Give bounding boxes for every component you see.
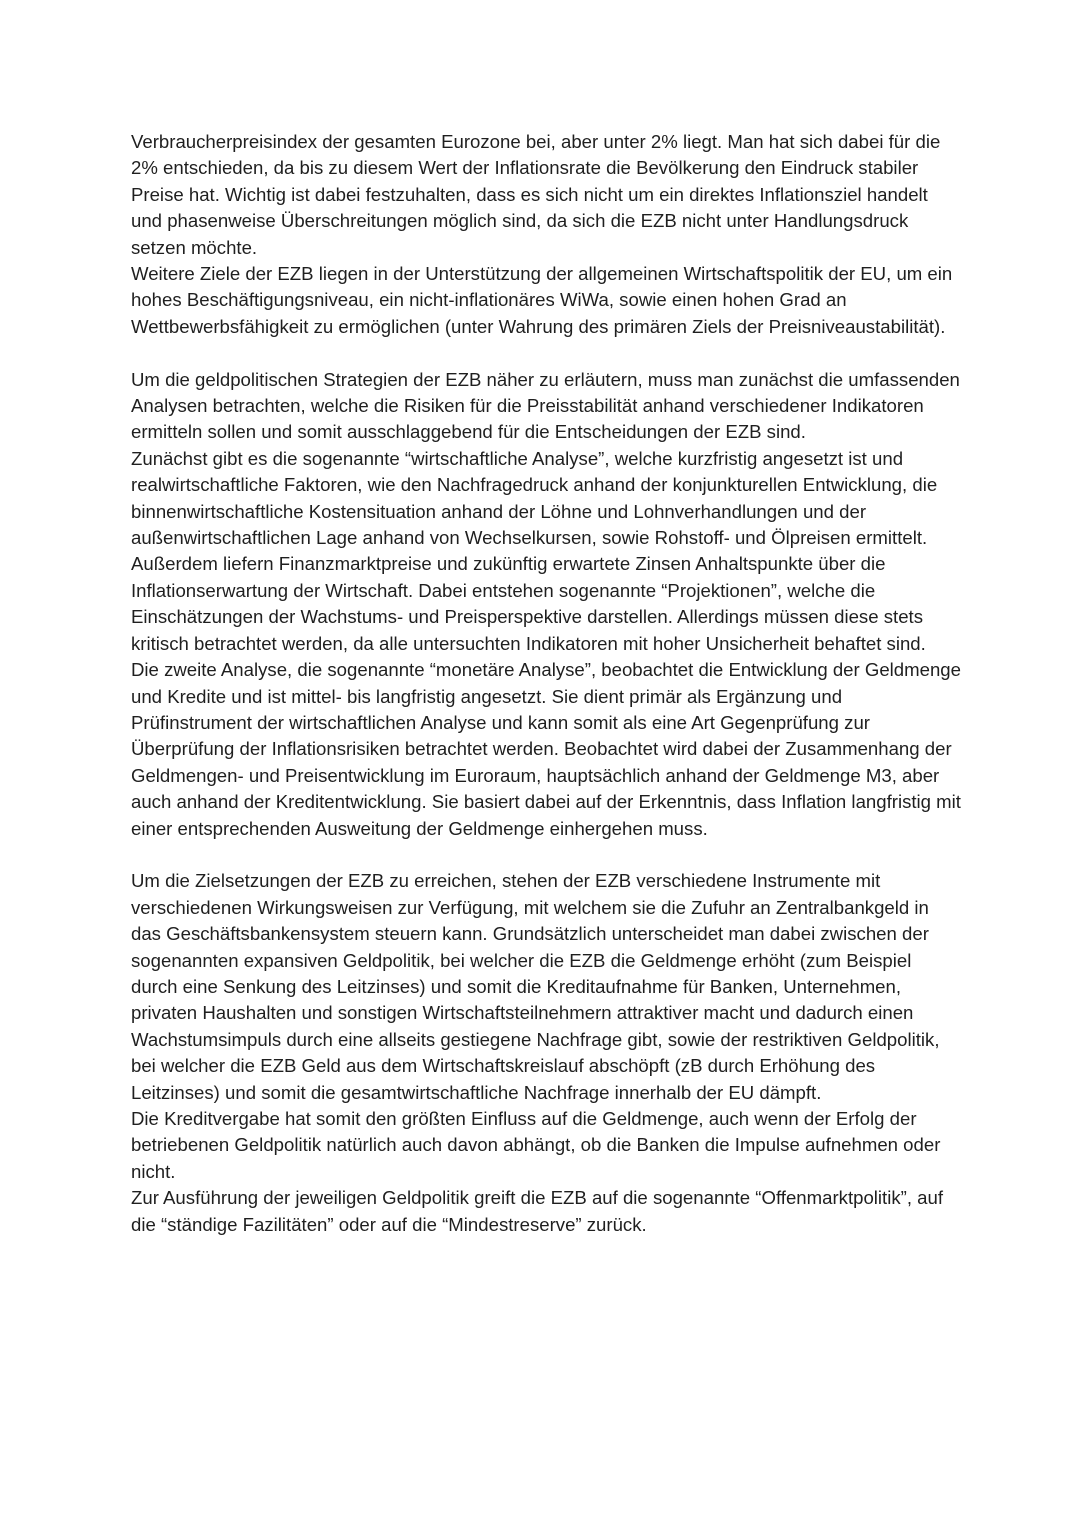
paragraph-execution: Zur Ausführung der jeweiligen Geldpolitik greift die EZB auf die sogenannte “Offenmarktpolitik”, auf die “ständige Fazilitäten” oder auf die “Mindestreserve” zurück.: [131, 1187, 944, 1235]
paragraph-instruments: Um die Zielsetzungen der EZB zu erreichen, stehen der EZB verschiedene Instrumente mit verschiedenen Wirkungsweisen zur Verfügung, mit welchem sie die Zufuhr an Zentralbankgeld in das Geschäftsbankensystem steuern kann. Grundsätzlich unterscheidet man dabei zwischen der sogenannten expansiven Geldpolitik, bei welcher die EZB die Geldmenge erhöht (zum Beispiel durch eine Senkung des Leitzinses) und somit die Kreditaufnahme für Banken, Unternehmen, privaten Haushalten und sonstigen Wirtschaftsteilnehmern attraktiver macht und dadurch einen Wachstumsimpuls durch eine allseits gestiegene Nachfrage gibt, sowie der restriktiven Geldpolitik, bei welcher die EZB Geld aus dem Wirtschaftskreislauf abschöpft (zB durch Erhöhung des Leitzinses) und somit die gesamtwirtschaftliche Nachfrage innerhalb der EU dämpft.: [131, 870, 940, 1103]
paragraph-spacer: [131, 842, 961, 868]
paragraph-credit-allocation: Die Kreditvergabe hat somit den größten Einfluss auf die Geldmenge, auch wenn der Erfolg der betriebenen Geldpolitik natürlich auch davon abhängt, ob die Banken die Impulse aufnehmen oder nicht.: [131, 1108, 941, 1182]
paragraph-spacer: [131, 340, 961, 366]
paragraph-further-goals: Weitere Ziele der EZB liegen in der Unterstützung der allgemeinen Wirtschaftspolitik der EU, um ein hohes Beschäftigungsniveau, ein nicht-inflationäres WiWa, sowie einen hohen Grad an Wettbewerbsfähigkeit zu ermöglichen (unter Wahrung des primären Ziels der Preisniveaustabilität).: [131, 263, 953, 337]
paragraph-inflation-target: Verbraucherpreisindex der gesamten Eurozone bei, aber unter 2% liegt. Man hat sich dabei für die 2% entschieden, da bis zu diesem Wert der Inflationsrate die Bevölkerung den Eindruck stabiler Preise hat. Wichtig ist dabei festzuhalten, dass es sich nicht um ein direktes Inflationsziel handelt und phasenweise Überschreitungen möglich sind, da sich die EZB nicht unter Handlungsdruck setzen möchte.: [131, 131, 941, 258]
paragraph-monetary-analysis: Die zweite Analyse, die sogenannte “monetäre Analyse”, beobachtet die Entwicklung der Geldmenge und Kredite und ist mittel- bis langfristig angesetzt. Sie dient primär als Ergänzung und Prüfinstrument der wirtschaftlichen Analyse und kann somit als eine Art Gegenprüfung zur Überprüfung der Inflationsrisiken betrachtet werden. Beobachtet wird dabei der Zusammenhang der Geldmengen- und Preisentwicklung im Euroraum, hauptsächlich anhand der Geldmenge M3, aber auch anhand der Kreditentwicklung. Sie basiert dabei auf der Erkenntnis, dass Inflation langfristig mit einer entsprechenden Ausweitung der Geldmenge einhergehen muss.: [131, 659, 961, 839]
paragraph-economic-analysis: Zunächst gibt es die sogenannte “wirtschaftliche Analyse”, welche kurzfristig angesetzt ist und realwirtschaftliche Faktoren, wie den Nachfragedruck anhand der konjunkturellen Entwicklung, die binnenwirtschaftliche Kostensituation anhand der Löhne und Lohnverhandlungen und der außenwirtschaftlichen Lage anhand von Wechselkursen, sowie Rohstoff- und Ölpreisen ermittelt. Außerdem liefern Finanzmarktpreise und zukünftig erwartete Zinsen Anhaltspunkte über die Inflationserwartung der Wirtschaft. Dabei entstehen sogenannte “Projektionen”, welche die Einschätzungen der Wachstums- und Preisperspektive darstellen. Allerdings müssen diese stets kritisch betrachtet werden, da alle untersuchten Indikatoren mit hoher Unsicherheit behaftet sind.: [131, 447, 938, 654]
document-body: [131, 129, 961, 1238]
paragraph-monetary-strategies: Um die geldpolitischen Strategien der EZB näher zu erläutern, muss man zunächst die umfassenden Analysen betrachten, welche die Risiken für die Preisstabilität anhand verschiedener Indikatoren ermitteln sollen und somit ausschlaggebend für die Entscheidungen der EZB sind.: [131, 368, 960, 443]
